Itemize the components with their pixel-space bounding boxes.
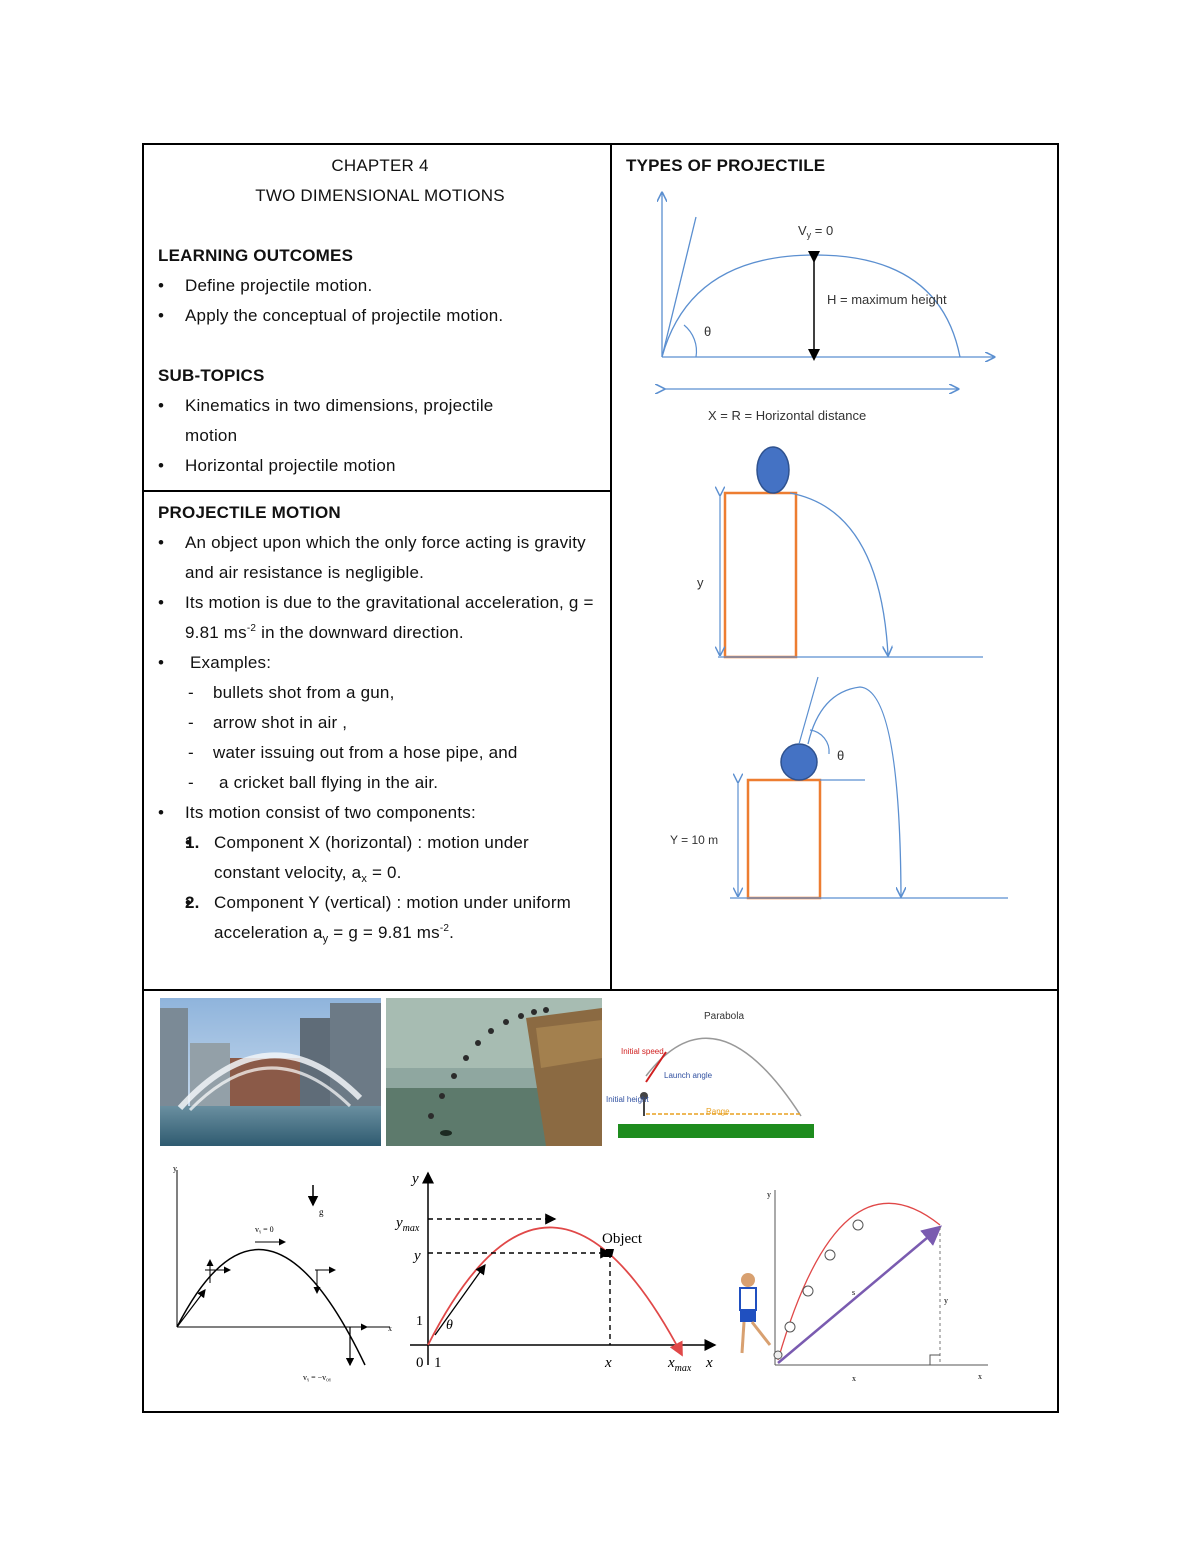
x-value-label: x [605,1355,612,1371]
x-bottom-label: x [852,1374,856,1383]
oblique-projectile-diagram [640,185,1020,435]
y-label: y [697,575,704,590]
y-value-label: y [414,1248,421,1264]
velocity-arrow [435,1265,485,1335]
ball [757,447,789,493]
range-label: Range [706,1107,730,1116]
list-item: • Examples: - bullets shot from a gun, - arrow shot in air , - water issuing out from a hose pipe, and - a cricket ball flying in the air. [158,648,598,798]
x-axis-label: x [706,1355,713,1371]
trajectory [790,493,888,655]
y-axis-label: y [412,1171,419,1187]
xmax-label: $x_{max}$ [668,1355,692,1374]
vy-zero-label: vᵧ = 0 [255,1225,274,1234]
parabola-title: Parabola [704,1011,745,1022]
h-label: H = maximum height [827,292,947,307]
ymax-label: $y_{max}$ [396,1215,420,1234]
y-axis-label: y [173,1165,177,1173]
column-divider [610,143,612,991]
max-height-trajectory-diagram [390,1165,725,1385]
horizontal-projectile-diagram [690,440,1010,670]
learning-outcomes-list [158,271,602,331]
cliff-diver-photo [386,998,602,1146]
launch-angle-label: Launch angle [664,1071,713,1080]
list-item: • Its motion consist of two components: • 1. Component X (horizontal) : motion under constant velocity, $a_x = 0$. • 2. Component Y (vertical) : motion under uniform acceleration $a_y = g = 9.81$ $ms^{-2}$. [158,798,598,948]
theta-label: θ [837,748,845,763]
list-item: • Horizontal projectile motion [158,451,602,481]
object-label: Object [602,1231,642,1247]
list-item: - arrow shot in air , [185,708,598,738]
vy-neg-label: vᵧ = −v₀ᵧ [303,1373,332,1382]
initial-speed-label: Initial speed [621,1047,664,1056]
angled-projectile-building-diagram [660,672,1020,912]
list-item: • 1. Component X (horizontal) : motion under constant velocity, $a_x = 0$. [185,828,598,888]
sub-topics-list [158,391,602,481]
y-label: Y = 10 m [670,833,719,847]
football-kick-diagram [730,1185,995,1385]
origin-label: 0 [416,1355,424,1371]
gravity-label: g [319,1207,324,1217]
x-axis-label: x [388,1324,392,1333]
displacement-vector [778,1227,940,1363]
velocity-components-diagram [155,1165,395,1385]
list-item: • An object upon which the only force acting is gravity and air resistance is negligible. [158,528,598,588]
building [748,780,820,898]
y-axis-label: y [767,1190,771,1199]
s-label: s [852,1288,856,1297]
list-item: • Apply the conceptual of projectile motion. [158,301,602,331]
theta-label: θ [704,324,712,339]
list-item: - bullets shot from a gun, [185,678,598,708]
row-divider [142,490,612,492]
chapter-title: TWO DIMENSIONAL MOTIONS [255,186,505,205]
vy-label: $V_y = 0$ [798,223,834,240]
list-item: • Its motion is due to the gravitational acceleration, g = 9.81 $ms^{-2}$ in the downward direction. [158,588,598,648]
player-figure [740,1273,782,1359]
list-item: - a cricket ball flying in the air. [185,768,598,798]
learning-outcomes-heading: LEARNING OUTCOMES [158,246,354,265]
fountain-photo [160,998,381,1146]
launch-line [799,677,818,744]
types-heading: TYPES OF PROJECTILE [626,156,826,175]
parabola-launch-diagram [606,1004,822,1144]
list-item: • Define projectile motion. [158,271,602,301]
projectile-motion-cell [158,498,598,948]
one-x-label: 1 [434,1355,442,1371]
list-item: - water issuing out from a hose pipe, and [185,738,598,768]
x-axis-label: x [978,1372,982,1381]
angle-arc [684,325,696,357]
one-y-label: 1 [416,1314,423,1329]
examples-list [185,678,598,798]
y-side-label: y [944,1296,948,1305]
ball [781,744,817,780]
launch-line [662,217,696,357]
building [725,493,796,657]
chapter-label: CHAPTER 4 [331,156,429,175]
trajectory [808,687,901,896]
x-label: X = R = Horizontal distance [708,408,867,423]
initial-height-label: Initial height [606,1095,649,1104]
intro-cell [158,151,602,481]
list-item: • Kinematics in two dimensions, projectile motion [158,391,602,451]
ground-bar [618,1124,814,1138]
trajectory [177,1250,365,1365]
projectile-motion-heading: PROJECTILE MOTION [158,503,341,522]
speed-arrow [646,1052,666,1082]
projectile-motion-list [158,528,598,948]
components-list [185,828,598,948]
theta-label: θ [446,1318,453,1333]
list-item: • 2. Component Y (vertical) : motion under uniform acceleration $a_y = g = 9.81$ $ms^{-2}$. [185,888,598,948]
sub-topics-heading: SUB-TOPICS [158,366,265,385]
